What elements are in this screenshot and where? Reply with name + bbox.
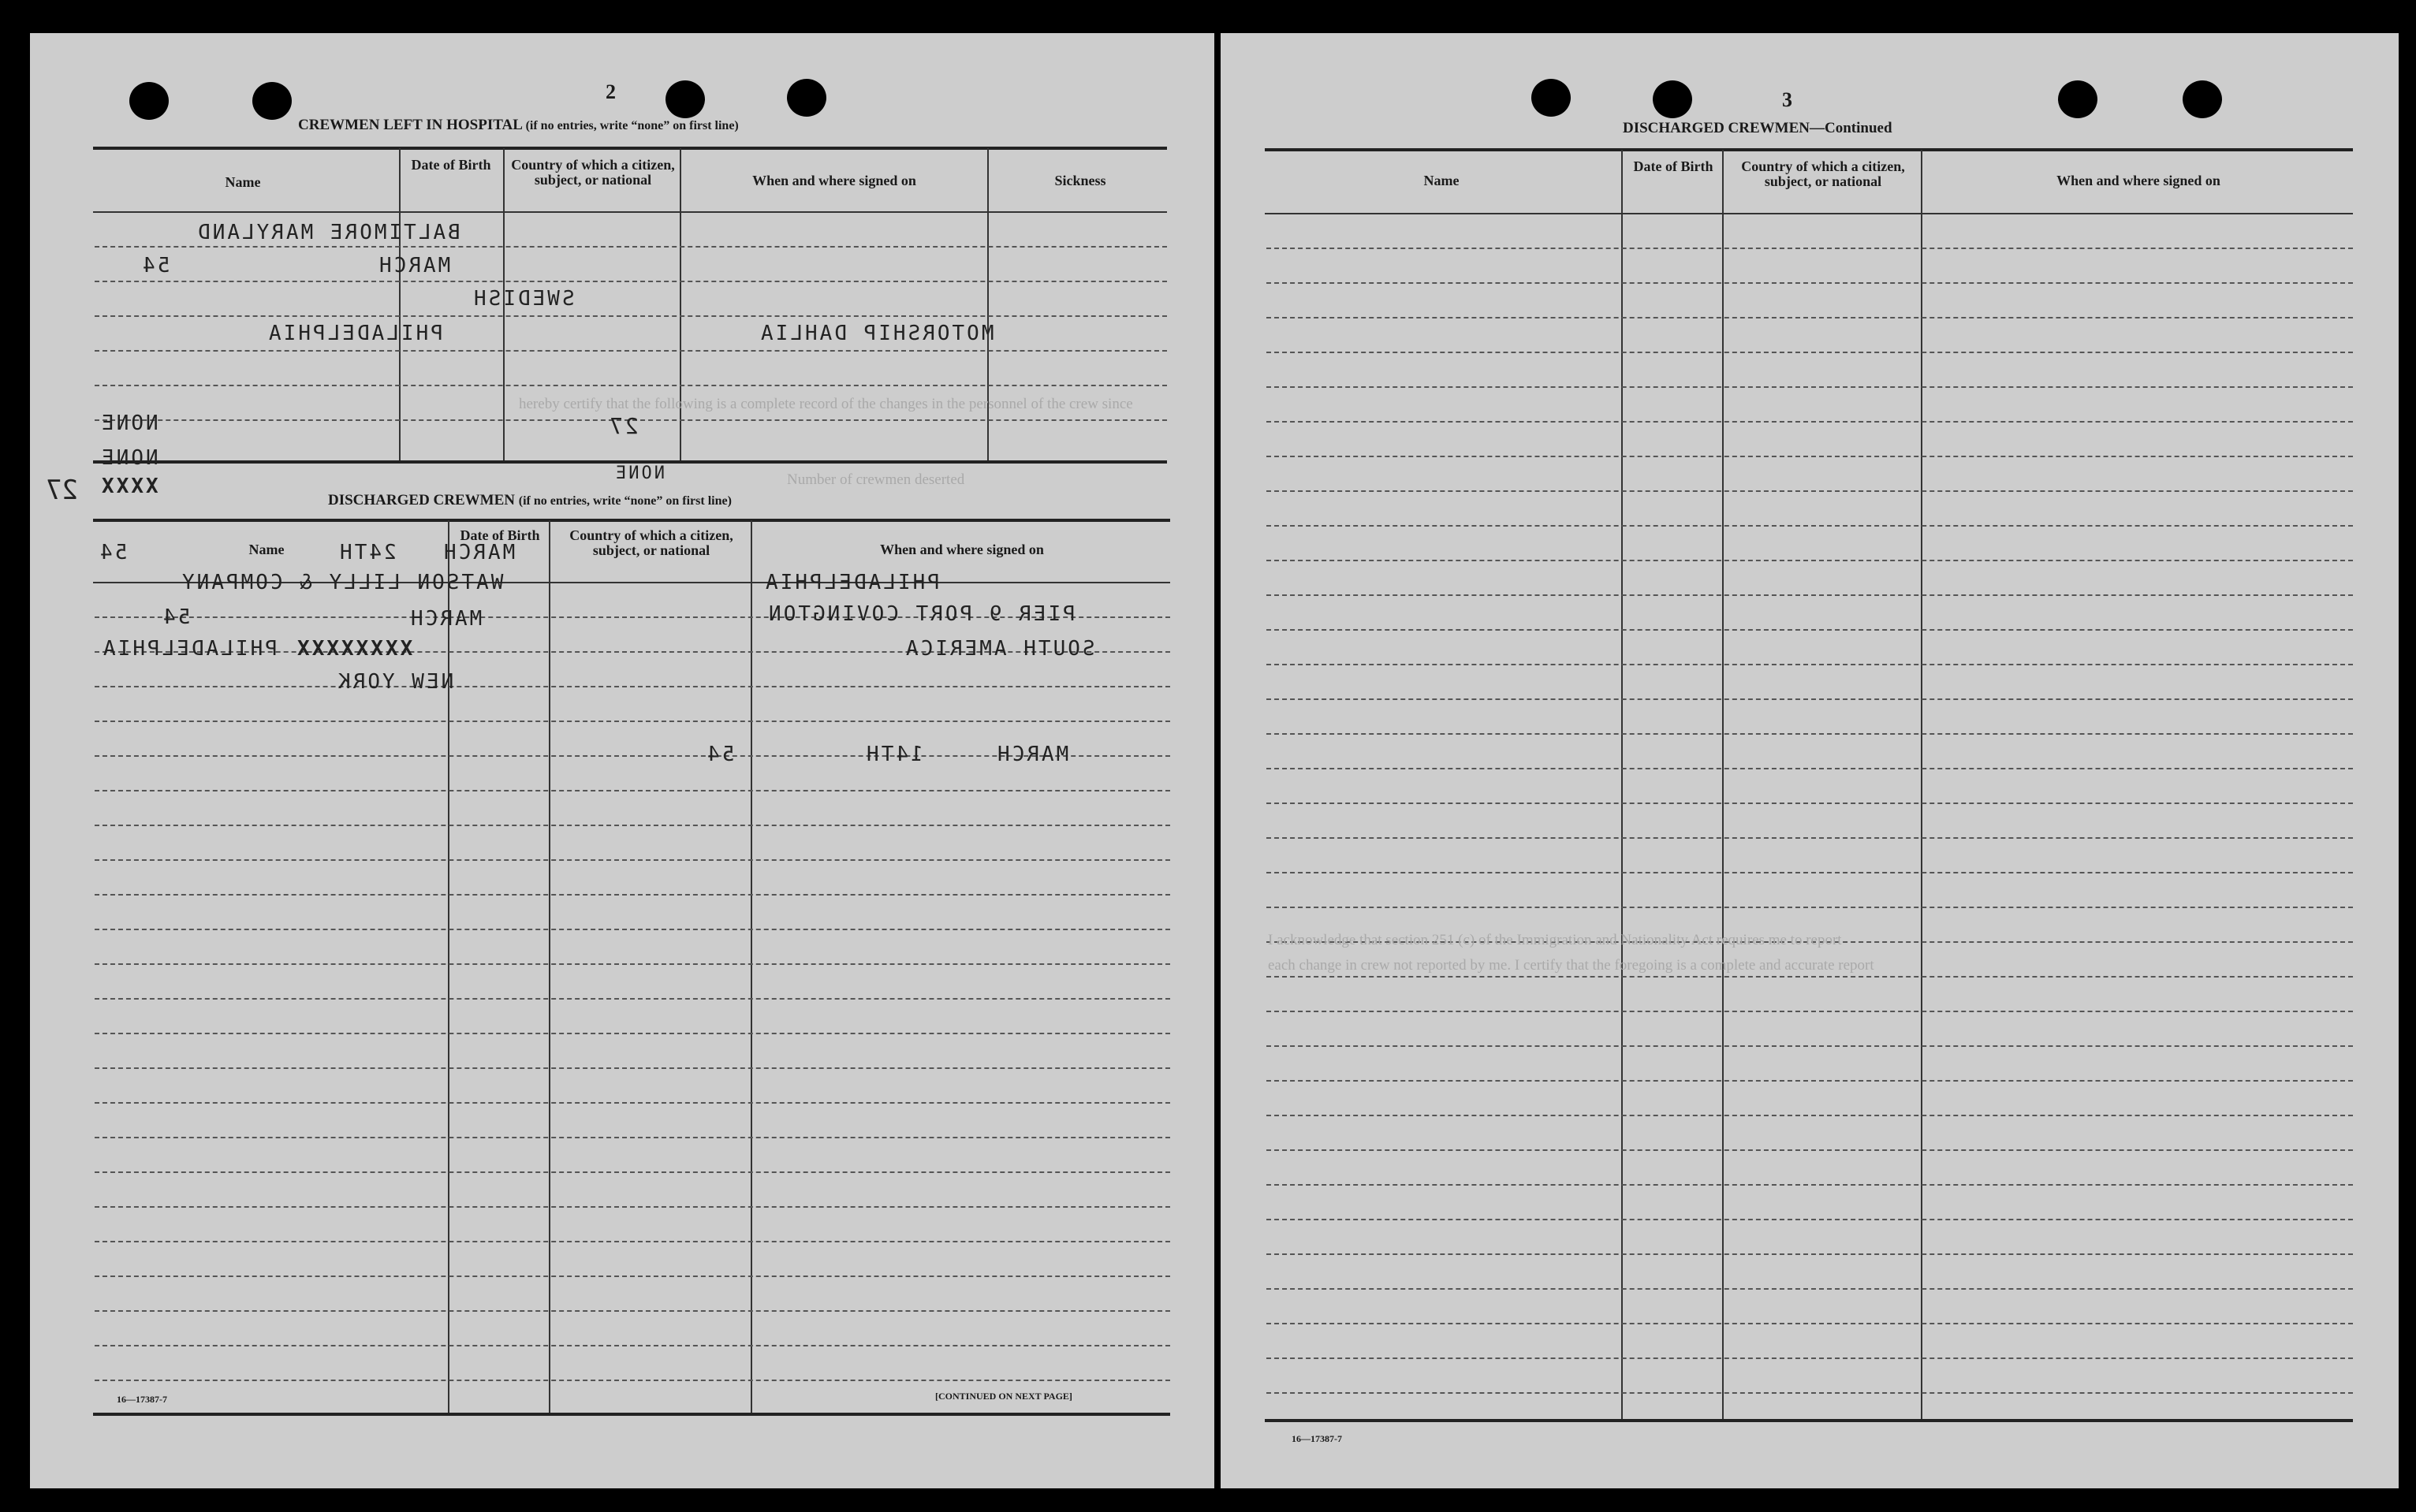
stamp-day: 14TH xyxy=(864,743,923,766)
punch-hole xyxy=(2183,80,2222,118)
stamp-crossed: XXXXXXXX xyxy=(295,637,413,661)
col-header-signed-on: When and where signed on xyxy=(752,173,916,188)
stamp-pier: PIER 9 PORT COVINGTON xyxy=(766,602,1076,626)
punch-hole xyxy=(129,82,169,120)
col-header-sickness: Sickness xyxy=(1054,173,1106,188)
stamp-destination: PHILADELPHIA xyxy=(763,571,940,594)
col-header-name: Name xyxy=(225,174,261,190)
bleed-through: each change in crew not reported by me. I certify that the foregoing is a complete and accurate report xyxy=(1268,957,1874,974)
discharged-rows xyxy=(95,582,1170,1413)
hospital-section-title: CREWMEN LEFT IN HOSPITAL (if no entries, write “none” on first line) xyxy=(298,117,739,133)
stamp-destination: SOUTH AMERICA xyxy=(904,637,1095,661)
page-number: 2 xyxy=(606,80,616,103)
stamp-year: 54 xyxy=(161,605,191,629)
margin-mark: 27 xyxy=(46,475,78,506)
form-number: 16—17387-7 xyxy=(1292,1433,1342,1444)
stamp-city: PHILADELPHIA xyxy=(101,637,278,661)
col-header-name: Name xyxy=(248,542,285,557)
stamp-year: 54 xyxy=(705,743,735,766)
discharged-section-title: DISCHARGED CREWMEN (if no entries, write “none” on first line) xyxy=(328,492,732,508)
col-header-dob: Date of Birth xyxy=(460,527,540,543)
col-header-name: Name xyxy=(1423,173,1460,188)
stamp-month: MARCH xyxy=(995,743,1069,766)
punch-hole xyxy=(252,82,292,120)
rule xyxy=(93,1413,1170,1416)
rule xyxy=(93,147,1167,150)
stamp-count: 27 xyxy=(607,413,639,439)
stamp-destination: NEW YORK xyxy=(336,670,454,694)
col-header-country: Country of which a citizen, subject, or national xyxy=(511,157,675,188)
right-page xyxy=(1221,33,2399,1488)
stamp-port: BALTIMORE MARYLAND xyxy=(196,221,460,244)
punch-hole xyxy=(666,80,705,118)
punch-hole xyxy=(1653,80,1692,118)
punch-hole xyxy=(2058,80,2097,118)
stamp-crossed: XXXX xyxy=(99,475,158,498)
stamp-agent: WATSON LILLY & COMPANY xyxy=(180,571,504,594)
bleed-through: I acknowledge that section 251 (c) of the Immigration and Nationality Act requires me to report xyxy=(1268,932,1842,948)
col-header-signed-on: When and where signed on xyxy=(880,542,1044,557)
stamp-none: NONE xyxy=(99,412,158,435)
stamp-year: 54 xyxy=(98,541,128,564)
stamp-vessel: MOTORSHIP DAHLIA xyxy=(759,322,994,345)
stamp-day: 24TH xyxy=(337,541,397,564)
stamp-from-port: PHILADELPHIA xyxy=(267,322,443,345)
discharged-cont-title: DISCHARGED CREWMEN—Continued xyxy=(1623,120,1892,136)
rule xyxy=(1265,148,2353,151)
rule xyxy=(1265,1419,2353,1422)
punch-hole xyxy=(787,79,826,117)
stamp-month: MARCH xyxy=(408,607,483,631)
page-number: 3 xyxy=(1782,88,1792,111)
col-header-signed-on: When and where signed on xyxy=(2056,173,2220,188)
stamp-month: MARCH xyxy=(442,541,516,564)
form-number: 16—17387-7 xyxy=(117,1394,167,1405)
bleed-through: hereby certify that the following is a complete record of the changes in the personnel of the crew since xyxy=(519,396,1133,412)
stamp-month: MARCH xyxy=(377,254,451,277)
col-header-dob: Date of Birth xyxy=(411,157,491,173)
continued-note: [CONTINUED ON NEXT PAGE] xyxy=(935,1391,1072,1402)
left-page xyxy=(30,33,1214,1488)
stamp-nationality: SWEDISH xyxy=(472,287,575,311)
stamp-none: NONE xyxy=(613,464,665,483)
bleed-through: Number of crewmen deserted xyxy=(787,471,965,488)
punch-hole xyxy=(1531,79,1571,117)
stamp-year: 54 xyxy=(140,254,170,277)
rule xyxy=(93,519,1170,522)
stamp-none: NONE xyxy=(99,446,158,470)
discharged-cont-rows xyxy=(1266,213,2353,1419)
col-header-country: Country of which a citizen, subject, or national xyxy=(569,527,733,558)
col-header-country: Country of which a citizen, subject, or national xyxy=(1741,158,1905,189)
col-header-dob: Date of Birth xyxy=(1633,158,1713,174)
